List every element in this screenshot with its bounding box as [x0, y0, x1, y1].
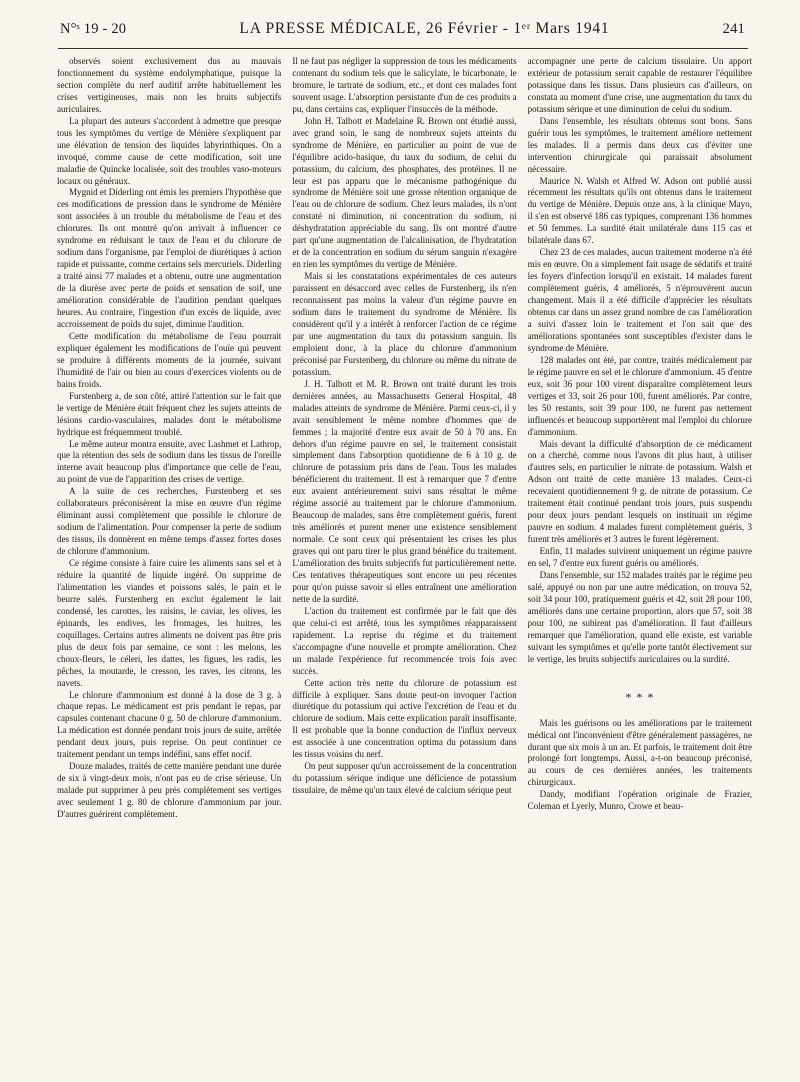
section-separator: * * *: [625, 689, 655, 704]
paragraph: A la suite de ces recherches, Furstenberg et ses collaborateurs préconisèrent la mise en œuvre d'un régime éliminant aussi complètement que possible le chlorure de sodium de l'alimentation. Pour compenser la perte de sodium des tissus, ils donnèrent en même temps d'assez fortes doses de chlorure d'ammonium.: [57, 486, 282, 557]
paragraph: 128 malades ont été, par contre, traités médicalement par le régime pauvre en sel et le chlorure d'ammonium. 45 d'entre eux, soit 36 pour 100 virent disparaître complètement leurs vertiges et 33, soit 26 pour 100, furent améliorés. Par contre, les 50 restants, soit 39 pour 100, ne furent pas nettement influencés et beaucoup supportèrent mal l'emploi du chlorure d'ammonium.: [527, 354, 752, 437]
paragraph: Il ne faut pas négliger la suppression de tous les médicaments contenant du sodium tels que le salicylate, le bicarbonate, le bromure, le tartrate de sodium, etc., et dont ces malades font souvent usage. L'absorption persistante d'un de ces produits a pu, dans certains cas, expliquer l'insuccès de la méthode.: [292, 56, 517, 114]
paragraph: Ce régime consiste à faire cuire les aliments sans sel et à réduire la quantité de liquide ingéré. On supprime de l'alimentation les viandes et poissons salés, le pain et le beurre salés. Furstenberg en exclut également le lait condensé, les carottes, les raisins, le caviar, les olives, les épinards, les endives, les fromages, les huitres, les coquillages. Certains autres aliments ne doivent pas être pris plus de deux fois par semaine, ce sont : les melons, les choux-fleurs, le céleri, les dattes, les figues, les radis, les pêches, la moutarde, le cresson, les raves, les citrons, les navets.: [57, 558, 282, 688]
paragraph: Mais devant la difficulté d'absorption de ce médicament on a cherché, comme nous l'avons dit plus haut, à utiliser d'autres sels, en particulier le nitrate de potassium. Walsh et Adson ont traité de cette manière 13 malades. Ceux-ci recevaient quotidiennement 9 g. de nitrate de potassium. Ce traitement était continué pendant trois jours, puis suspendu pour deux jours pendant lesquels on instituait un régime pauvre en sodium. 4 malades furent complètement guéris, 3 furent très améliorés et 3 autres le furent légèrement.: [527, 438, 752, 545]
paragraph: Furstenberg a, de son côté, attiré l'attention sur le fait que le vertige de Ménière était fréquent chez les sujets atteints de lésions cardio-vasculaires, malades dont le métabolisme hydrique est fréquemment troublé.: [57, 390, 282, 437]
journal-title: LA PRESSE MÉDICALE, 26 Février - 1ᵉʳ Mars 1941: [239, 20, 610, 37]
paragraph: Maurice N. Walsh et Alfred W. Adson ont publié aussi récemment les résultats qu'ils ont obtenus dans le traitement du vertige de Ménière. Depuis onze ans, à la clinique Mayo, il s'en est observé 186 cas typiques, comprenant 136 hommes et 50 femmes. La surdité était unilatérale dans 115 cas et bilatérale dans 67.: [527, 175, 752, 246]
paragraph: Le même auteur montra ensuite, avec Lashmet et Lathrop, que la rétention des sels de sodium dans les tissus de l'oreille interne avait beaucoup plus d'importance que celle de l'eau, au point de vue de l'apparition des crises de vertige.: [57, 438, 282, 485]
paragraph: Mais si les constatations expérimentales de ces auteurs paraissent en désaccord avec celles de Furstenberg, ils n'en reconnaissent pas moins la valeur d'un régime pauvre en sodium dans le traitement du syndrome de Ménière. Ils considèrent qu'il y a intérêt à renforcer l'action de ce régime par une augmentation du taux du potassium sanguin. Ils emploient donc, à la place du chlorure d'ammonium préconisé par Furstenberg, du chlorure ou même du nitrate de potassium.: [292, 271, 517, 377]
paragraph: observés soient exclusivement dus au mauvais fonctionnement du système endolymphatique, puisque la section complète du nerf auditif arrête habituellement les crises vertigineuses, mais non les bruits subjectifs auriculaires.: [57, 56, 282, 114]
text-column-3: [528, 56, 752, 1072]
page-header: [60, 20, 745, 46]
text-column-2: [292, 56, 516, 1072]
paragraph: Chez 23 de ces malades, aucun traitement moderne n'a été mis en œuvre. On a simplement fait usage de sédatifs et traité les foyers d'infection lorsqu'il en existait. 14 malades furent complètement guéris, 4 améliorés, 5 n'éprouvèrent aucun changement. Mais il a été difficile d'apprécier les résultats obtenus car dans un assez grand nombre de cas l'amélioration a suivi d'assez loin le traitement et l'on sait que des améliorations spontanées sont susceptibles d'exister dans le syndrome de Ménière.: [527, 247, 752, 353]
paragraph: Douze malades, traités de cette manière pendant une durée de six à vingt-deux mois, n'ont pas eu de crise sérieuse. Un malade put supprimer à peu près complètement ses vertiges avec seulement 1 g. 80 de chlorure d'ammonium par jour. D'autres guérirent complètement.: [57, 761, 282, 820]
paragraph: John H. Talbott et Madelaine R. Brown ont étudié aussi, avec grand soin, le sang de nombreux sujets atteints du syndrome de Ménière, en particulier au point de vue de l'équilibre acido-basique, du taux du sodium, de celui du potassium, du calcium, des phosphates, des protéines. Il ne leur est pas apparu que le mécanisme pathogénique du syndrome de Ménière soit une grosse rétention organique de l'eau ou de chlorure de sodium. Chez leurs malades, ils n'ont constaté ni diminution, ni concentration du sodium, ni déshydratation appréciable du sang. Ils ont montré d'autre part qu'une augmentation de l'alcalinisation, de l'hydratation et de la concentration en sodium du sérum sanguin n'exagère en rien les symptômes du vertige de Ménière.: [292, 115, 517, 270]
paragraph: Dans l'ensemble, les résultats obtenus sont bons. Sans guérir tous les symptômes, le traitement améliore nettement les malades. Il a permis dans deux cas d'éviter une intervention chirurgicale qui paraissait absolument nécessaire.: [527, 115, 752, 174]
paragraph: L'action du traitement est confirmée par le fait que dès que celui-ci est arrêté, tous les symptômes réapparaissent rapidement. La reprise du régime et du traitement s'accompagne d'une nouvelle et prompte amélioration. Chez un malade l'expérience fut recommencée trois fois avec succès.: [292, 605, 517, 676]
page-number: 241: [722, 21, 745, 37]
paragraph: J. H. Talbott et M. R. Brown ont traité durant les trois dernières années, au Massachusetts General Hospital, 48 malades atteints de syndrome de Ménière. Parmi ceux-ci, il y avait sensiblement le même nombre d'hommes que de femmes ; la majorité d'entre eux avait de 50 à 70 ans. En dehors d'un régime pauvre en sel, le traitement consistait simplement dans l'absorption quotidienne de 6 à 10 g. de chlorure de potassium pris dans de l'eau. Tous les malades bénéficierent du traitement. Il est à remarquer que 7 d'entre eux avaient antérieurement suivi sans résultat le même régime associé au traitement par le chlorure d'ammonium. Beaucoup de malades, sans être complètement guéris, furent très améliorés et purent mener une existence sensiblement normale. Ce sont ceux qui présentaient les crises les plus graves qui ont paru tirer le plus grand bénéfice du traitement. L'amélioration des bruits subjectifs fut particulièrement nette. Ces tentatives thérapeutiques sont encore un peu récentes pour qu'on puisse savoir si elles entraînent une amélioration nette de la surdité.: [292, 378, 517, 604]
paragraph: Le chlorure d'ammonium est donné à la dose de 3 g. à chaque repas. Le médicament est pris pendant le repas, par capsules contenant chacune 0 g. 50 de chlorure d'ammonium. La médication est donnée pendant trois jours de suite, arrêtée pendant deux jours, puis reprise. On peut continuer ce traitement pendant un temps indéfini, sans effet nocif.: [57, 689, 282, 760]
text-column-1: [57, 56, 281, 1072]
paragraph: Mais les guérisons ou les améliorations par le traitement médical ont l'inconvénient d'être généralement passagères, ne durant que six mois à un an. Et parfois, le traitement doit être prolongé fort longtemps. Aussi, a-t-on beaucoup préconisé, au cours de ces dernières années, les traitements chirurgicaux.: [527, 717, 752, 788]
paragraph: accompagner une perte de calcium tissulaire. Un apport extérieur de potassium serait capable de restaurer l'équilibre potassique dans les tissus. Dans plusieurs cas d'ailleurs, on constata au moment d'une crise, une augmentation du taux du potassium sérique et une diminution de celui du sodium.: [527, 56, 752, 114]
paragraph: Enfin, 11 malades suivirent uniquement un régime pauvre en sel, 7 d'entre eux furent guéris ou améliorés.: [527, 546, 752, 569]
paragraph: Mygnid et Diderling ont émis les premiers l'hypothèse que ces modifications de pression dans le syndrome de Ménière sont associées à un trouble du métabolisme de l'eau et des chlorures. Ils ont montré qu'on arrivait à influencer ce syndrome en réduisant le taux de l'eau et du chlorure de sodium dans l'organisme, par l'emploi de diurétiques à action rapide et puissante, comme certains sels mercuriels. Diderling a traité ainsi 77 malades et a obtenu, outre une augmentation de la diurèse avec perte de poids et sensation de soif, une amélioration considérable de l'audition pendant quelques heures. Au contraire, l'ingestion d'un excès de liquide, avec accroissement de poids du sujet, diminue l'audition.: [57, 187, 282, 329]
paragraph: Dans l'ensemble, sur 152 malades traités par le régime peu salé, appuyé ou non par une autre médication, on trouva 52, soit 34 pour 100, pratiquement guéris et 42, soit 28 pour 100, améliorés dans une certaine proportion, alors que 57, soit 38 pour 100, ne subirent pas d'amélioration. Il faut d'ailleurs remarquer que l'amélioration, quand elle existe, est variable suivant les symptômes et qu'elle porte tantôt électivement sur le vertige, les bruits subjectifs auriculaires ou la surdité.: [527, 569, 752, 664]
paragraph: Cette modification du métabolisme de l'eau pourrait expliquer également les modifications de l'ouïe qui peuvent se produire à différents moments de la journée, suivant l'humidité de l'air ou bien au cours d'exercices violents ou de bains froids.: [57, 330, 282, 389]
paragraph: La plupart des auteurs s'accordent à admettre que presque tous les symptômes du vertige de Ménière s'expliquent par une élévation de tension des liquides labyrinthiques. On a invoqué, comme cause de cette modification, soit une maladie de Quincke localisée, soit des troubles vaso-moteurs locaux ou généraux.: [57, 115, 282, 186]
header-rule: [58, 48, 748, 49]
paragraph: On peut supposer qu'un accroissement de la concentration du potassium sérique indique une déficience de potassium tissulaire, de même qu'un taux élevé de calcium sérique peut: [292, 761, 517, 796]
article-body: [57, 56, 752, 1072]
issue-number: N°ˢ 19 - 20: [60, 21, 127, 37]
paragraph: Dandy, modifiant l'opération originale de Frazier, Coleman et Lyerly, Munro, Crowe et beau-: [527, 789, 752, 812]
paragraph: Cette action très nette du chlorure de potassium est difficile à expliquer. Sans doute peut-on invoquer l'action diurétique du potassium qui active l'excrétion de l'eau et du chlorure de sodium. Mais cette explication paraît insuffisante. Il est probable que la bonne conduction de l'influx nerveux est associée à une concentration optima du potassium dans les tissus voisins du nerf.: [292, 677, 517, 760]
